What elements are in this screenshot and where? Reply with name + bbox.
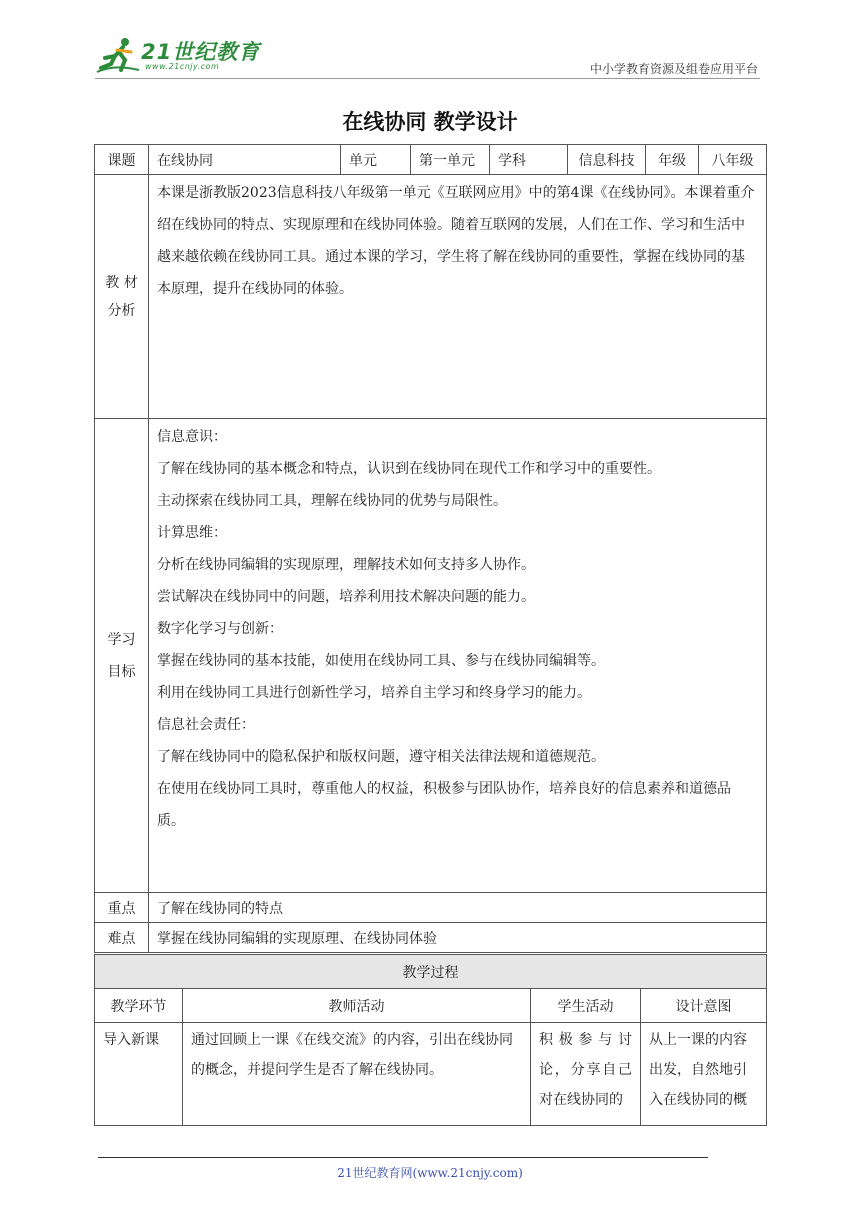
page-header <box>95 30 760 78</box>
header-divider <box>95 78 760 79</box>
site-logo[interactable] <box>95 34 265 74</box>
difficulty-row <box>95 923 767 953</box>
footer-divider <box>98 1157 708 1158</box>
grade-label: 年级 <box>646 145 699 175</box>
column-header: 学生活动 <box>531 989 641 1023</box>
column-header: 教师活动 <box>183 989 531 1023</box>
student-activity-cell: 积极参与讨论，分享自己对在线协同的 <box>531 1023 641 1126</box>
document-title: 在线协同 教学设计 <box>342 110 518 134</box>
objective-line: 尝试解决在线协同中的问题，培养利用技术解决问题的能力。 <box>157 589 535 605</box>
objective-line: 掌握在线协同的基本技能，如使用在线协同工具、参与在线协同编辑等。 <box>157 653 605 669</box>
design-intent-cell: 从上一课的内容出发，自然地引入在线协同的概 <box>641 1023 767 1126</box>
unit-label: 单元 <box>341 145 411 175</box>
difficulty-value: 掌握在线协同编辑的实现原理、在线协同体验 <box>149 923 767 953</box>
footer-link[interactable]: 21世纪教育网(www.21cnjy.com) <box>337 1166 523 1180</box>
key-point-row <box>95 893 767 923</box>
objective-line: 了解在线协同中的隐私保护和版权问题，遵守相关法律法规和道德规范。 <box>157 749 605 765</box>
objective-line: 在使用在线协同工具时，尊重他人的权益，积极参与团队协作，培养良好的信息素养和道德品质。 <box>157 781 731 829</box>
logo-text: 21世纪教育 <box>141 40 261 64</box>
teaching-process-table <box>94 954 767 1126</box>
objective-line: 主动探索在线协同工具，理解在线协同的优势与局限性。 <box>157 493 507 509</box>
process-header-row <box>95 989 767 1023</box>
column-header: 设计意图 <box>641 989 767 1023</box>
objectives-row <box>95 419 767 893</box>
course-value: 在线协同 <box>149 145 341 175</box>
objective-line: 信息社会责任： <box>157 717 255 733</box>
objective-line: 分析在线协同编辑的实现原理，理解技术如何支持多人协作。 <box>157 557 535 573</box>
unit-value: 第一单元 <box>411 145 490 175</box>
teacher-activity-cell: 通过回顾上一课《在线交流》的内容，引出在线协同的概念，并提问学生是否了解在线协同。 <box>183 1023 531 1126</box>
key-point-value: 了解在线协同的特点 <box>149 893 767 923</box>
course-label: 课题 <box>95 145 149 175</box>
analysis-label <box>95 175 149 419</box>
key-point-label: 重点 <box>95 893 149 923</box>
grade-value: 八年级 <box>699 145 767 175</box>
course-row <box>95 145 767 175</box>
analysis-label-line1: 教 材 <box>105 274 138 291</box>
table-row <box>95 1023 767 1126</box>
objectives-label <box>95 419 149 893</box>
subject-value: 信息科技 <box>568 145 646 175</box>
analysis-text: 本课是浙教版2023信息科技八年级第一单元《互联网应用》中的第4课《在线协同》。本课着重介绍在线协同的特点、实现原理和在线协同体验。随着互联网的发展，人们在工作、学习和生活中越来越依赖在线协同工具。通过本课的学习，学生将了解在线协同的重要性，掌握在线协同的基本原理，提升在线协同的体验。 <box>149 175 767 419</box>
objectives-label-line2: 目标 <box>107 663 136 680</box>
objective-line: 了解在线协同的基本概念和特点，认识到在线协同在现代工作和学习中的重要性。 <box>157 461 661 477</box>
runner-logo-icon <box>95 34 143 74</box>
objective-line: 利用在线协同工具进行创新性学习，培养自主学习和终身学习的能力。 <box>157 685 591 701</box>
objectives-label-line1: 学习 <box>107 631 136 648</box>
stage-cell: 导入新课 <box>95 1023 183 1126</box>
analysis-row <box>95 175 767 419</box>
logo-url: www.21cnjy.com <box>145 62 220 71</box>
process-title-row <box>95 955 767 989</box>
difficulty-label: 难点 <box>95 923 149 953</box>
column-header: 教学环节 <box>95 989 183 1023</box>
subject-label: 学科 <box>490 145 568 175</box>
objectives-text <box>149 419 767 893</box>
platform-name: 中小学教育资源及组卷应用平台 <box>589 62 758 76</box>
process-title: 教学过程 <box>95 955 767 989</box>
analysis-label-line2: 分析 <box>107 302 136 319</box>
objective-line: 计算思维： <box>157 525 227 541</box>
objective-line: 数字化学习与创新： <box>157 621 283 637</box>
lesson-info-table <box>94 144 767 953</box>
objective-line: 信息意识： <box>157 429 227 445</box>
